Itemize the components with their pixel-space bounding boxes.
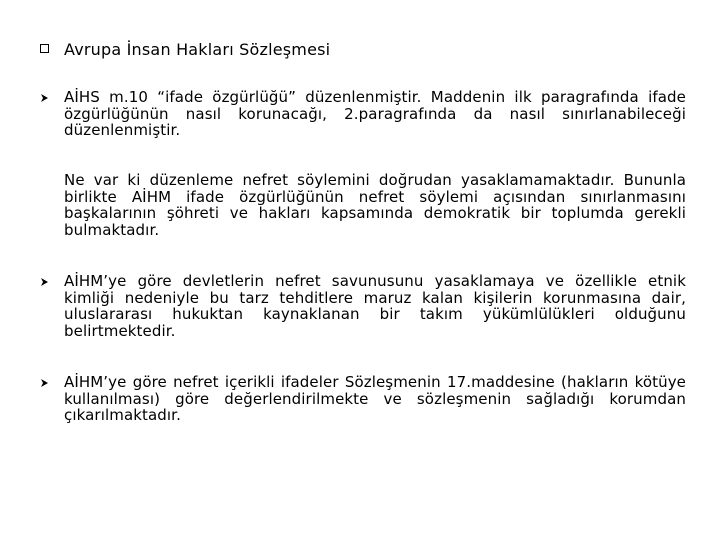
bullet-text-3: AİHM’ye göre devletlerin nefret savunusunu yasaklamaya ve özellikle etnik kimliği nedeniyle bu tarz tehditlere maruz kalan kişilerin korunmasına dair, uluslararası hukuktan kaynaklanan bir takım yükümlülükleri olduğunu belirtmektedir. [64, 272, 686, 340]
arrow-bullet-icon [40, 378, 50, 388]
bullet-text-4: AİHM’ye göre nefret içerikli ifadeler Sözleşmenin 17.maddesine (hakların kötüye kullanılması) göre değerlendirilmekte ve sözleşmenin sağladığı korumdan çıkarılmaktadır. [64, 373, 686, 424]
bullet-text-1: AİHS m.10 “ifade özgürlüğü” düzenlenmiştir. Maddenin ilk paragrafında ifade özgürlüğünün nasıl korunacağı, 2.paragrafında da nasıl sınırlanabileceği düzenlenmiştir. [64, 88, 686, 139]
square-bullet-icon [40, 44, 49, 53]
arrow-bullet-icon [40, 93, 50, 103]
slide-heading: Avrupa İnsan Hakları Sözleşmesi [64, 40, 331, 59]
bullet-text-2: Ne var ki düzenleme nefret söylemini doğrudan yasaklamamaktadır. Bununla birlikte AİHM ifade özgürlüğünün nefret söylemi açısından sınırlanmasını başkalarının şöhreti ve hakları kapsamında demokratik bir toplumda gerekli bulmaktadır. [64, 171, 686, 239]
arrow-bullet-icon [40, 277, 50, 287]
